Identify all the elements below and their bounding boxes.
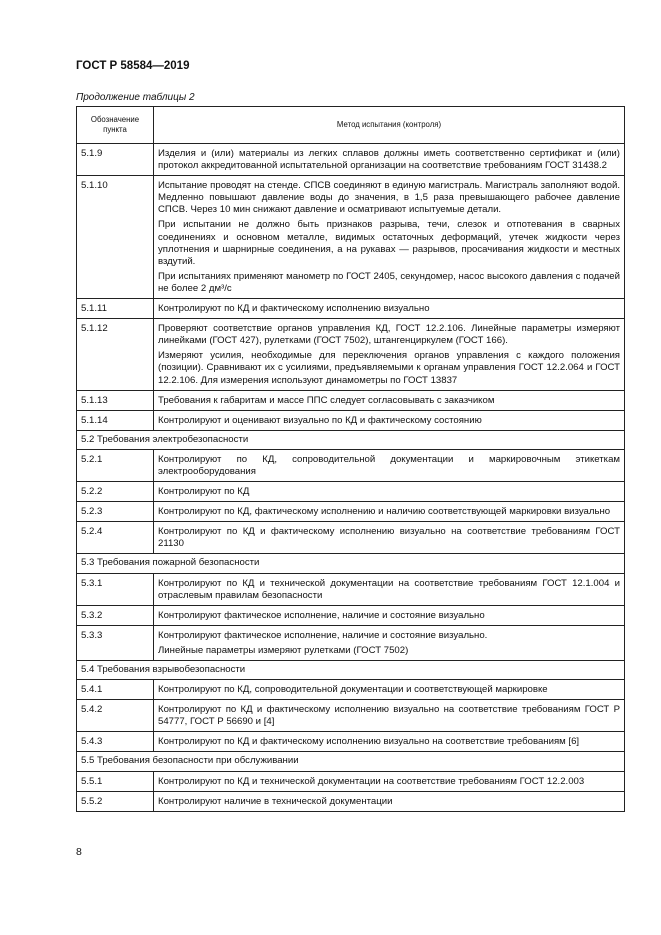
test-methods-table bbox=[76, 106, 625, 812]
table-row bbox=[77, 482, 625, 502]
method-paragraph: Контролируют фактическое исполнение, наличие и состояние визуально. bbox=[158, 629, 488, 641]
test-method bbox=[154, 791, 625, 811]
item-designation: 5.1.14 bbox=[77, 410, 154, 430]
test-method bbox=[154, 522, 625, 554]
method-paragraph: Контролируют по КД и фактическому исполнению визуально на соответствие требованиям ГОСТ Р 54777, ГОСТ Р 56690 и [4] bbox=[158, 704, 620, 728]
method-paragraph: При испытаниях применяют манометр по ГОСТ 2405, секундомер, насос высокого давления с подачей не более 2 дм³/с bbox=[158, 270, 620, 294]
method-paragraph: Контролируют по КД, сопроводительной документации и соответствующей маркировке bbox=[158, 684, 548, 696]
section-row bbox=[77, 752, 625, 771]
table-row bbox=[77, 319, 625, 390]
page-number: 8 bbox=[76, 846, 82, 858]
table-row bbox=[77, 625, 625, 660]
test-method bbox=[154, 605, 625, 625]
test-method bbox=[154, 680, 625, 700]
item-designation: 5.2.2 bbox=[77, 482, 154, 502]
item-designation: 5.5.1 bbox=[77, 771, 154, 791]
item-designation: 5.1.13 bbox=[77, 390, 154, 410]
test-method bbox=[154, 144, 625, 176]
method-paragraph: Требования к габаритам и массе ППС следует согласовывать с заказчиком bbox=[158, 394, 495, 406]
table-row bbox=[77, 449, 625, 481]
method-paragraph: Контролируют наличие в технической документации bbox=[158, 795, 393, 807]
table-row bbox=[77, 680, 625, 700]
method-paragraph: Контролируют по КД и фактическому исполнению визуально bbox=[158, 303, 430, 315]
table-caption: Продолжение таблицы 2 bbox=[76, 92, 195, 103]
table-row bbox=[77, 502, 625, 522]
method-paragraph: Контролируют по КД и технической документации на соответствие требованиям ГОСТ 12.2.003 bbox=[158, 775, 585, 787]
table-row bbox=[77, 522, 625, 554]
table-row bbox=[77, 573, 625, 605]
item-designation: 5.2.1 bbox=[77, 449, 154, 481]
test-method bbox=[154, 319, 625, 390]
method-paragraph: Контролируют по КД и технической документации на соответствие требованиям ГОСТ 12.1.004 и отраслевым правилам безопасности bbox=[158, 577, 620, 601]
section-heading: 5.5 Требования безопасности при обслуживании bbox=[77, 752, 625, 771]
table-row bbox=[77, 771, 625, 791]
item-designation: 5.5.2 bbox=[77, 791, 154, 811]
test-method bbox=[154, 299, 625, 319]
test-method bbox=[154, 449, 625, 481]
test-method bbox=[154, 700, 625, 732]
section-row bbox=[77, 661, 625, 680]
item-designation: 5.3.2 bbox=[77, 605, 154, 625]
item-designation: 5.3.1 bbox=[77, 573, 154, 605]
item-designation: 5.1.11 bbox=[77, 299, 154, 319]
test-method bbox=[154, 410, 625, 430]
method-paragraph: Изделия и (или) материалы из легких сплавов должны иметь соответственно сертификат и (или) протокол аккредитованной испытательной организации на соответствие требованиям ГОСТ 31438.2 bbox=[158, 148, 620, 172]
section-row bbox=[77, 554, 625, 573]
header-item-designation: Обозначение пункта bbox=[77, 107, 154, 144]
table-row bbox=[77, 791, 625, 811]
section-heading: 5.2 Требования электробезопасности bbox=[77, 430, 625, 449]
test-method bbox=[154, 573, 625, 605]
section-row bbox=[77, 430, 625, 449]
test-method bbox=[154, 482, 625, 502]
item-designation: 5.1.12 bbox=[77, 319, 154, 390]
test-method bbox=[154, 390, 625, 410]
table-row bbox=[77, 732, 625, 752]
item-designation: 5.3.3 bbox=[77, 625, 154, 660]
method-paragraph: Контролируют по КД и фактическому исполнению визуально на соответствие требованиям ГОСТ 21130 bbox=[158, 526, 620, 550]
method-paragraph: Контролируют по КД bbox=[158, 486, 250, 498]
method-paragraph: Контролируют и оценивают визуально по КД и фактическому состоянию bbox=[158, 414, 482, 426]
method-paragraph: При испытании не должно быть признаков разрыва, течи, слезок и отпотевания в сварных соединениях и основном металле, видимых остаточных деформаций, утечек жидкости через уплотнения и шарнирные соединения, а на рукавах — разрывов, просачивания жидкости и местных вздутий. bbox=[158, 219, 620, 267]
item-designation: 5.1.9 bbox=[77, 144, 154, 176]
header-test-method: Метод испытания (контроля) bbox=[154, 107, 625, 144]
table-row bbox=[77, 144, 625, 176]
table-row bbox=[77, 390, 625, 410]
item-designation: 5.2.4 bbox=[77, 522, 154, 554]
section-heading: 5.3 Требования пожарной безопасности bbox=[77, 554, 625, 573]
method-paragraph: Контролируют по КД, фактическому исполнению и наличию соответствующей маркировки визуально bbox=[158, 506, 611, 518]
item-designation: 5.4.2 bbox=[77, 700, 154, 732]
test-method bbox=[154, 625, 625, 660]
table-row bbox=[77, 299, 625, 319]
method-paragraph: Контролируют фактическое исполнение, наличие и состояние визуально bbox=[158, 609, 485, 621]
test-method bbox=[154, 176, 625, 299]
table-row bbox=[77, 176, 625, 299]
method-paragraph: Контролируют по КД, сопроводительной документации и маркировочным этикеткам электрооборудования bbox=[158, 453, 620, 477]
table-row bbox=[77, 605, 625, 625]
method-paragraph: Контролируют по КД и фактическому исполнению визуально на соответствие требованиям [6] bbox=[158, 736, 580, 748]
table-row bbox=[77, 700, 625, 732]
table-body bbox=[77, 144, 625, 812]
test-method bbox=[154, 502, 625, 522]
method-paragraph: Проверяют соответствие органов управления КД, ГОСТ 12.2.106. Линейные параметры измеряют линейками (ГОСТ 427), рулетками (ГОСТ 7502), штангенциркулем (ГОСТ 166). bbox=[158, 323, 620, 347]
test-method bbox=[154, 771, 625, 791]
method-paragraph: Испытание проводят на стенде. СПСВ соединяют в единую магистраль. Магистраль заполняют водой. Медленно повышают давление воды до значения, в 1,5 раза превышающего рабочее давление СПСВ. Через 10 мин снижают давление и осматривают испытуемые детали. bbox=[158, 180, 620, 216]
method-paragraph: Линейные параметры измеряют рулетками (ГОСТ 7502) bbox=[158, 644, 409, 656]
item-designation: 5.4.1 bbox=[77, 680, 154, 700]
item-designation: 5.1.10 bbox=[77, 176, 154, 299]
test-method bbox=[154, 732, 625, 752]
section-heading: 5.4 Требования взрывобезопасности bbox=[77, 661, 625, 680]
item-designation: 5.4.3 bbox=[77, 732, 154, 752]
table-header-row bbox=[77, 107, 625, 144]
table-row bbox=[77, 410, 625, 430]
standard-title: ГОСТ Р 58584—2019 bbox=[76, 60, 190, 72]
method-paragraph: Измеряют усилия, необходимые для переключения органов управления с каждого положения (позиции). Сравнивают их с усилиями, предъявляемыми к органам управления ГОСТ 12.2.064 и ГОСТ 12.2.106. Для измерения используют динамометры по ГОСТ 13837 bbox=[158, 350, 620, 386]
item-designation: 5.2.3 bbox=[77, 502, 154, 522]
